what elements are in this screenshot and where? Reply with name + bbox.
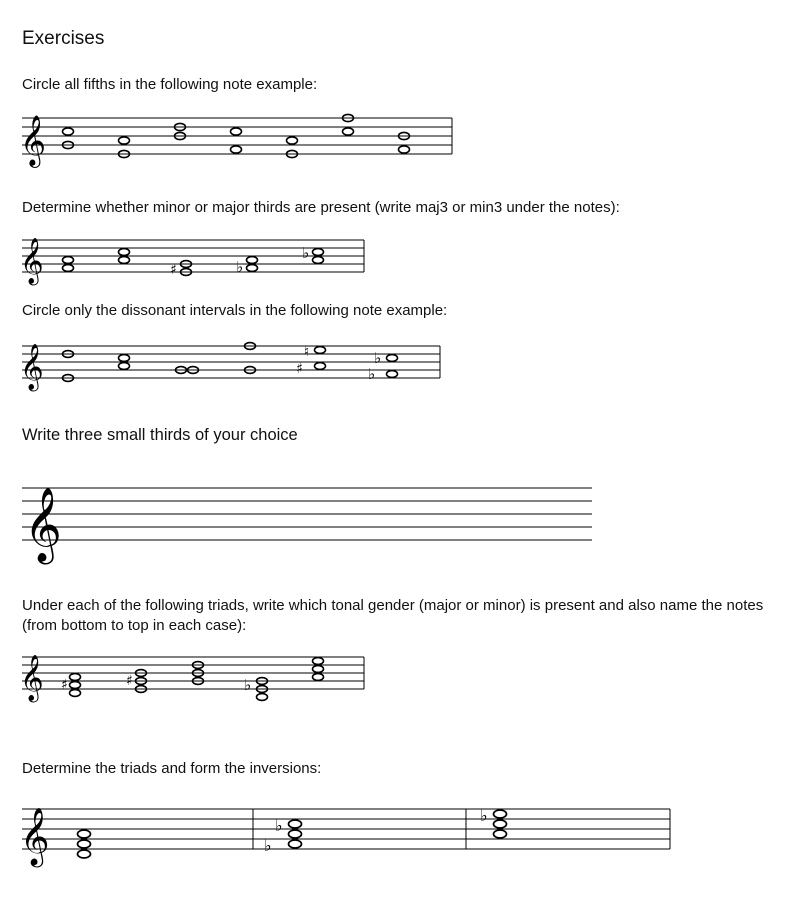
note xyxy=(313,257,324,264)
note xyxy=(313,658,324,665)
exercise-4-instruction: Write three small thirds of your choice xyxy=(22,426,298,444)
page-title: Exercises xyxy=(22,28,105,49)
staff-exercise-4 xyxy=(0,470,794,570)
flat-icon: ♭ xyxy=(368,365,376,383)
note xyxy=(119,363,130,370)
note xyxy=(313,674,324,681)
note xyxy=(257,694,268,701)
note xyxy=(247,257,258,264)
note xyxy=(119,257,130,264)
note xyxy=(63,257,74,264)
flat-icon: ♭ xyxy=(480,806,488,825)
note xyxy=(315,347,326,354)
note xyxy=(231,128,242,135)
exercise-1-instruction: Circle all fifths in the following note example: xyxy=(22,76,318,93)
natural-icon: ♮ xyxy=(304,344,310,360)
note xyxy=(70,690,81,697)
note xyxy=(119,355,130,362)
note xyxy=(78,830,91,838)
note xyxy=(387,371,398,378)
flat-icon: ♭ xyxy=(275,816,283,835)
note xyxy=(494,810,507,818)
note xyxy=(231,146,242,153)
note xyxy=(119,137,130,144)
note xyxy=(70,682,81,689)
staff-exercise-6 xyxy=(0,795,794,875)
note xyxy=(70,674,81,681)
staff-exercise-1 xyxy=(0,105,794,175)
note xyxy=(287,137,298,144)
note xyxy=(63,265,74,272)
treble-clef: 𝄞 xyxy=(20,655,44,701)
staff-exercise-5 xyxy=(0,645,794,705)
note xyxy=(313,666,324,673)
sharp-icon: ♯ xyxy=(170,262,177,278)
exercise-5-instruction: Under each of the following triads, write which tonal gender (major or minor) is present and also name the notes (from bottom to top in each case): xyxy=(22,597,764,634)
staff-exercise-2 xyxy=(0,228,794,288)
note xyxy=(289,830,302,838)
note xyxy=(78,850,91,858)
treble-clef: 𝄞 xyxy=(24,488,62,562)
note xyxy=(343,128,354,135)
note xyxy=(494,830,507,838)
flat-icon: ♭ xyxy=(374,349,382,367)
exercise-3-instruction: Circle only the dissonant intervals in the following note example: xyxy=(22,302,448,319)
exercise-2-instruction: Determine whether minor or major thirds are present (write maj3 or min3 under the notes): xyxy=(22,199,620,216)
note xyxy=(313,249,324,256)
treble-clef: 𝄞 xyxy=(20,344,44,390)
note xyxy=(78,840,91,848)
note xyxy=(387,355,398,362)
note xyxy=(289,820,302,828)
sharp-icon: ♯ xyxy=(126,673,133,689)
flat-icon: ♭ xyxy=(264,836,272,855)
treble-clef: 𝄞 xyxy=(20,115,47,166)
note xyxy=(289,840,302,848)
flat-icon: ♭ xyxy=(302,244,310,262)
note xyxy=(494,820,507,828)
note xyxy=(247,265,258,272)
treble-clef: 𝄞 xyxy=(20,807,50,865)
flat-icon: ♭ xyxy=(236,258,244,276)
note xyxy=(399,146,410,153)
treble-clef: 𝄞 xyxy=(20,238,44,284)
sharp-icon: ♯ xyxy=(296,361,303,377)
sharp-icon: ♯ xyxy=(61,677,68,693)
flat-icon: ♭ xyxy=(244,676,252,694)
note xyxy=(315,363,326,370)
note xyxy=(119,249,130,256)
staff-exercise-3 xyxy=(0,334,794,394)
note xyxy=(63,128,74,135)
exercise-6-instruction: Determine the triads and form the inversions: xyxy=(22,760,322,777)
